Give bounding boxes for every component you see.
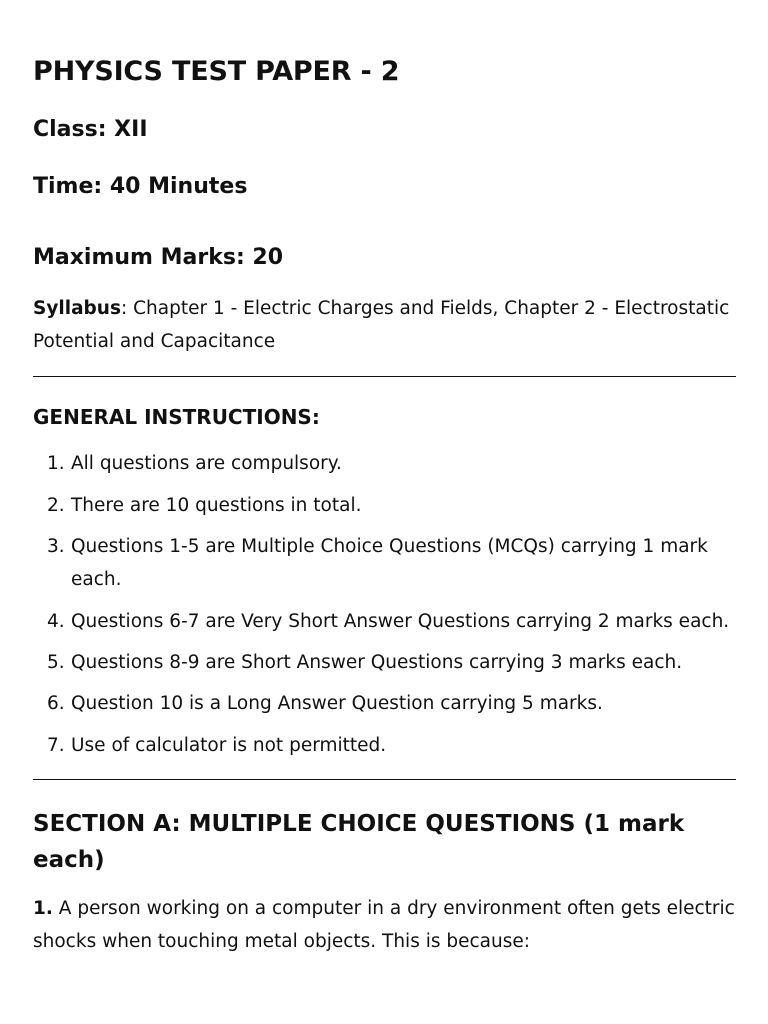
class-line: Class: XII: [33, 117, 148, 142]
list-item-text: There are 10 questions in total.: [71, 495, 362, 516]
list-item-text: Question 10 is a Long Answer Question carrying 5 marks.: [71, 693, 603, 714]
max-marks-line: Maximum Marks: 20: [33, 245, 284, 270]
question-number: 1.: [33, 898, 53, 919]
list-item-number: 1.: [47, 453, 65, 474]
instructions-heading: GENERAL INSTRUCTIONS:: [33, 405, 320, 429]
list-item-number: 6.: [47, 693, 65, 714]
list-item-number: 3.: [47, 536, 65, 557]
list-item: [33, 605, 736, 638]
list-item-text: Use of calculator is not permitted.: [71, 735, 387, 756]
list-item-text: All questions are compulsory.: [71, 453, 342, 474]
list-item: [33, 447, 736, 480]
divider: [33, 376, 736, 377]
list-item: [33, 729, 736, 762]
syllabus-text: : Chapter 1 - Electric Charges and Fields, Chapter 2 - Electrostatic Potential and Capacitance: [33, 298, 730, 352]
list-item-number: 2.: [47, 495, 65, 516]
list-item-text: Questions 8-9 are Short Answer Questions carrying 3 marks each.: [71, 652, 683, 673]
list-item-text: Questions 1-5 are Multiple Choice Questions (MCQs) carrying 1 mark each.: [71, 536, 708, 590]
page-title: PHYSICS TEST PAPER - 2: [33, 56, 400, 87]
syllabus: [33, 292, 736, 358]
time-line: Time: 40 Minutes: [33, 174, 248, 199]
list-item: [33, 687, 736, 720]
question-1: [33, 892, 736, 958]
list-item-number: 7.: [47, 735, 65, 756]
list-item: [33, 646, 736, 679]
list-item: [33, 489, 736, 522]
list-item-number: 5.: [47, 652, 65, 673]
section-heading: SECTION A: MULTIPLE CHOICE QUESTIONS (1 mark each): [33, 811, 685, 873]
list-item-number: 4.: [47, 611, 65, 632]
divider: [33, 779, 736, 780]
syllabus-label: Syllabus: [33, 298, 121, 319]
list-item: [33, 530, 736, 596]
question-text: A person working on a computer in a dry environment often gets electric shocks when touching metal objects. This is because:: [33, 898, 735, 952]
list-item-text: Questions 6-7 are Very Short Answer Questions carrying 2 marks each.: [71, 611, 730, 632]
